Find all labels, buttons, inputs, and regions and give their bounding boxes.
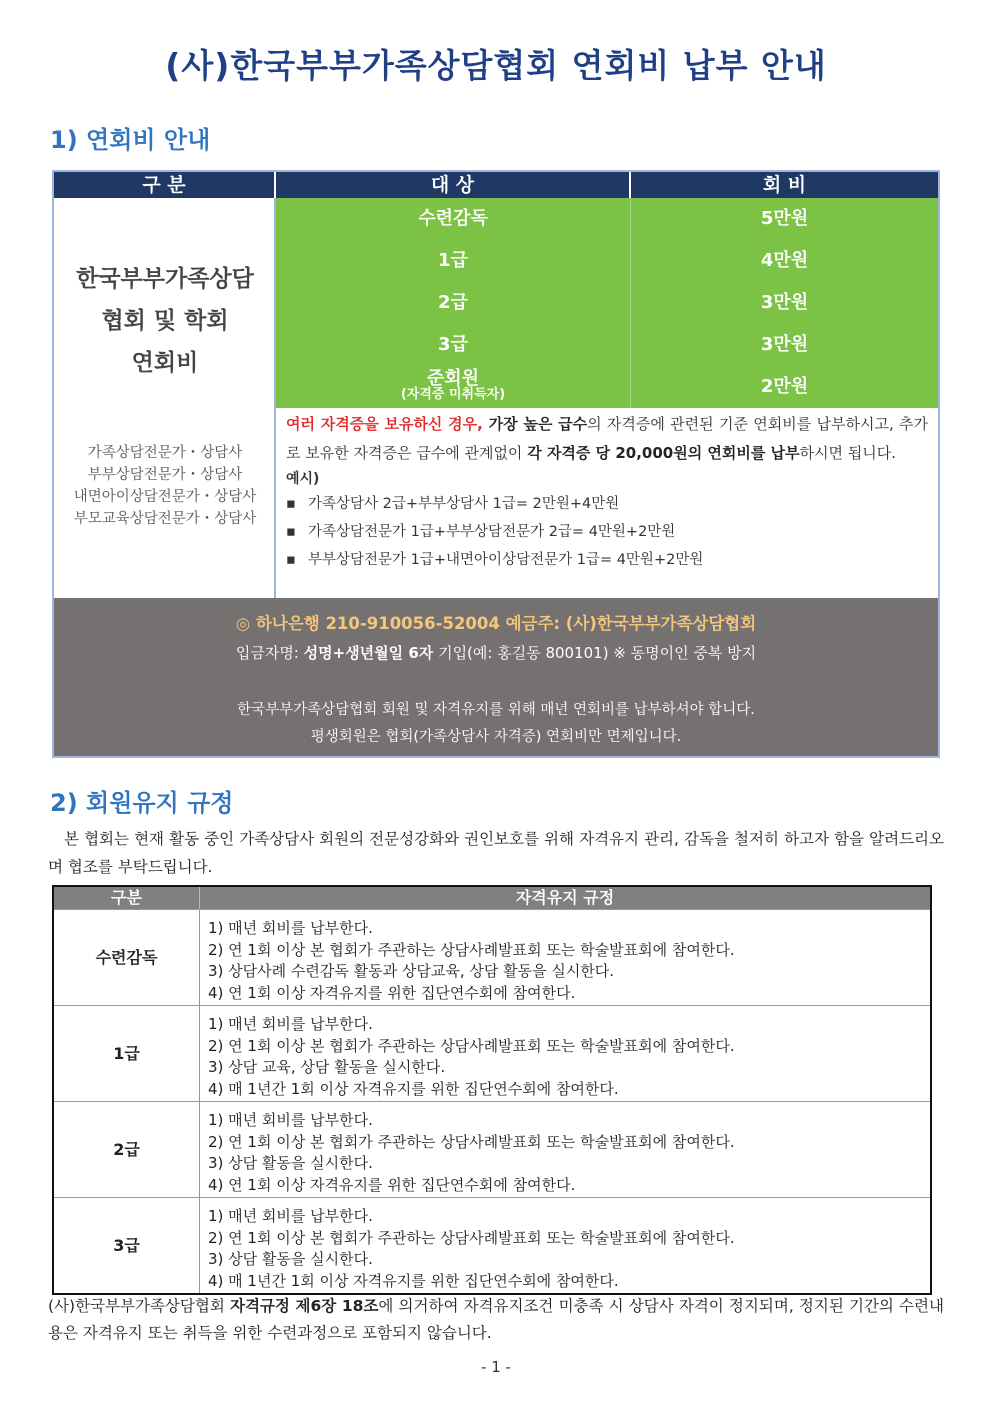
fee-header-target: 대 상 (276, 172, 631, 198)
deposit-instructions: 입금자명: 성명+생년월일 6자 기입(예: 홍길동 800101) ※ 동명이인 중복 방지 (235, 644, 757, 662)
rule-list: 1) 매년 회비를 납부한다. 2) 연 1회 이상 본 협회가 주관하는 상담사례발표회 또는 학술발표회에 참여한다. 3) 상담 교육, 상담 활동을 실시한다. 4) 매 1년간 1회 이상 자격유지를 위한 집단연수회에 참여한다. (208, 1015, 735, 1098)
rule-list: 1) 매년 회비를 납부한다. 2) 연 1회 이상 본 협회가 주관하는 상담사례발표회 또는 학술발표회에 참여한다. 3) 상담사례 수련감독 활동과 상담교육, 상담 활동을 실시한다. 4) 연 1회 이상 자격유지를 위한 집단연수회에 참여한다. (208, 919, 735, 1002)
fee-row: 3급 3만원 (276, 324, 938, 366)
rule-grade: 1급 (54, 1006, 200, 1101)
rule-row (54, 1005, 930, 1101)
section1-heading: 1) 연회비 안내 (50, 126, 211, 154)
rule-table-header: 구분 자격유지 규정 (54, 887, 930, 909)
fee-table (52, 170, 940, 758)
rule-row (54, 1101, 930, 1197)
rule-row (54, 909, 930, 1005)
section2-intro: 본 협회는 현재 활동 중인 가족상담사 회원의 전문성강화와 권인보호를 위해 자격유지 관리, 감독을 철저히 하고자 함을 알려드리오며 협조를 부탁드립니다. (48, 830, 944, 876)
fee-row: 수련감독 5만원 (276, 198, 938, 240)
fee-header-fee: 회 비 (762, 174, 807, 196)
example-list (286, 490, 928, 574)
rule-row (54, 1197, 930, 1293)
fee-row-associate: 준회원 (자격증 미취득자) (276, 366, 631, 408)
fee-row: 2급 3만원 (276, 282, 938, 324)
example-label: 예시) (286, 471, 320, 487)
rule-table (52, 885, 932, 1295)
fee-category-subtitle: 가족상담전문가・상담사 부부상담전문가・상담사 내면아이상담전문가・상담사 부모교육상담전문가・상담사 (73, 445, 257, 527)
page-title: (사)한국부부가족상담협회 연회비 납부 안내 (165, 46, 827, 85)
rule-list: 1) 매년 회비를 납부한다. 2) 연 1회 이상 본 협회가 주관하는 상담사례발표회 또는 학술발표회에 참여한다. 3) 상담 활동을 실시한다. 4) 연 1회 이상 자격유지를 위한 집단연수회에 참여한다. (208, 1111, 735, 1194)
example-item: ▪ 가족상담전문가 1급+부부상담전문가 2급= 4만원+2만원 (286, 518, 928, 546)
footer-note: (사)한국부부가족상담협회 자격규정 제6장 18조에 의거하여 자격유지조건 미충족 시 상담사 자격이 정지되며, 정지된 기간의 수련내용은 자격유지 또는 취득을 위한 수련과정으로 포함되지 않습니다. (48, 1297, 944, 1342)
rule-grade: 수련감독 (54, 910, 200, 1005)
example-item: ▪ 부부상담전문가 1급+내면아이상담전문가 1급= 4만원+2만원 (286, 546, 928, 574)
bank-account: ◎ 하나은행 210-910056-52004 예금주: (사)한국부부가족상담협회 (235, 614, 757, 633)
page-number: - 1 - (481, 1358, 511, 1376)
rule-grade: 3급 (54, 1198, 200, 1293)
notice-lifetime: 평생회원은 협회(가족상담사 자격증) 연회비만 면제입니다. (310, 729, 682, 745)
fee-note (276, 408, 938, 598)
payment-info (54, 598, 938, 756)
fee-category-title: 한국부부가족상담 협회 및 학회 연회비 (76, 266, 254, 376)
fee-table-header (54, 172, 938, 198)
rule-list: 1) 매년 회비를 납부한다. 2) 연 1회 이상 본 협회가 주관하는 상담사례발표회 또는 학술발표회에 참여한다. 3) 상담 활동을 실시한다. 4) 매 1년간 1회 이상 자격유지를 위한 집단연수회에 참여한다. (208, 1207, 735, 1290)
fee-category-cell (54, 198, 276, 598)
fee-row: 1급 4만원 (276, 240, 938, 282)
rule-grade: 2급 (54, 1102, 200, 1197)
section2-heading: 2) 회원유지 규정 (50, 789, 234, 817)
example-item: ▪ 가족상담사 2급+부부상담사 1급= 2만원+4만원 (286, 490, 928, 518)
notice-annual: 한국부부가족상담협회 회원 및 자격유지를 위해 매년 연회비를 납부하셔야 합니다. (237, 702, 755, 718)
fee-header-category: 구 분 (54, 172, 276, 198)
fee-note-text: 여러 자격증을 보유하신 경우, 가장 높은 급수의 자격증에 관련된 기준 연회비를 납부하시고, 추가로 보유한 자격증은 급수에 관계없이 각 자격증 당 20,000원의 연회비를 납부하시면 됩니다. (286, 415, 929, 462)
fee-row: 준회원 (자격증 미취득자) 2만원 (276, 366, 938, 408)
